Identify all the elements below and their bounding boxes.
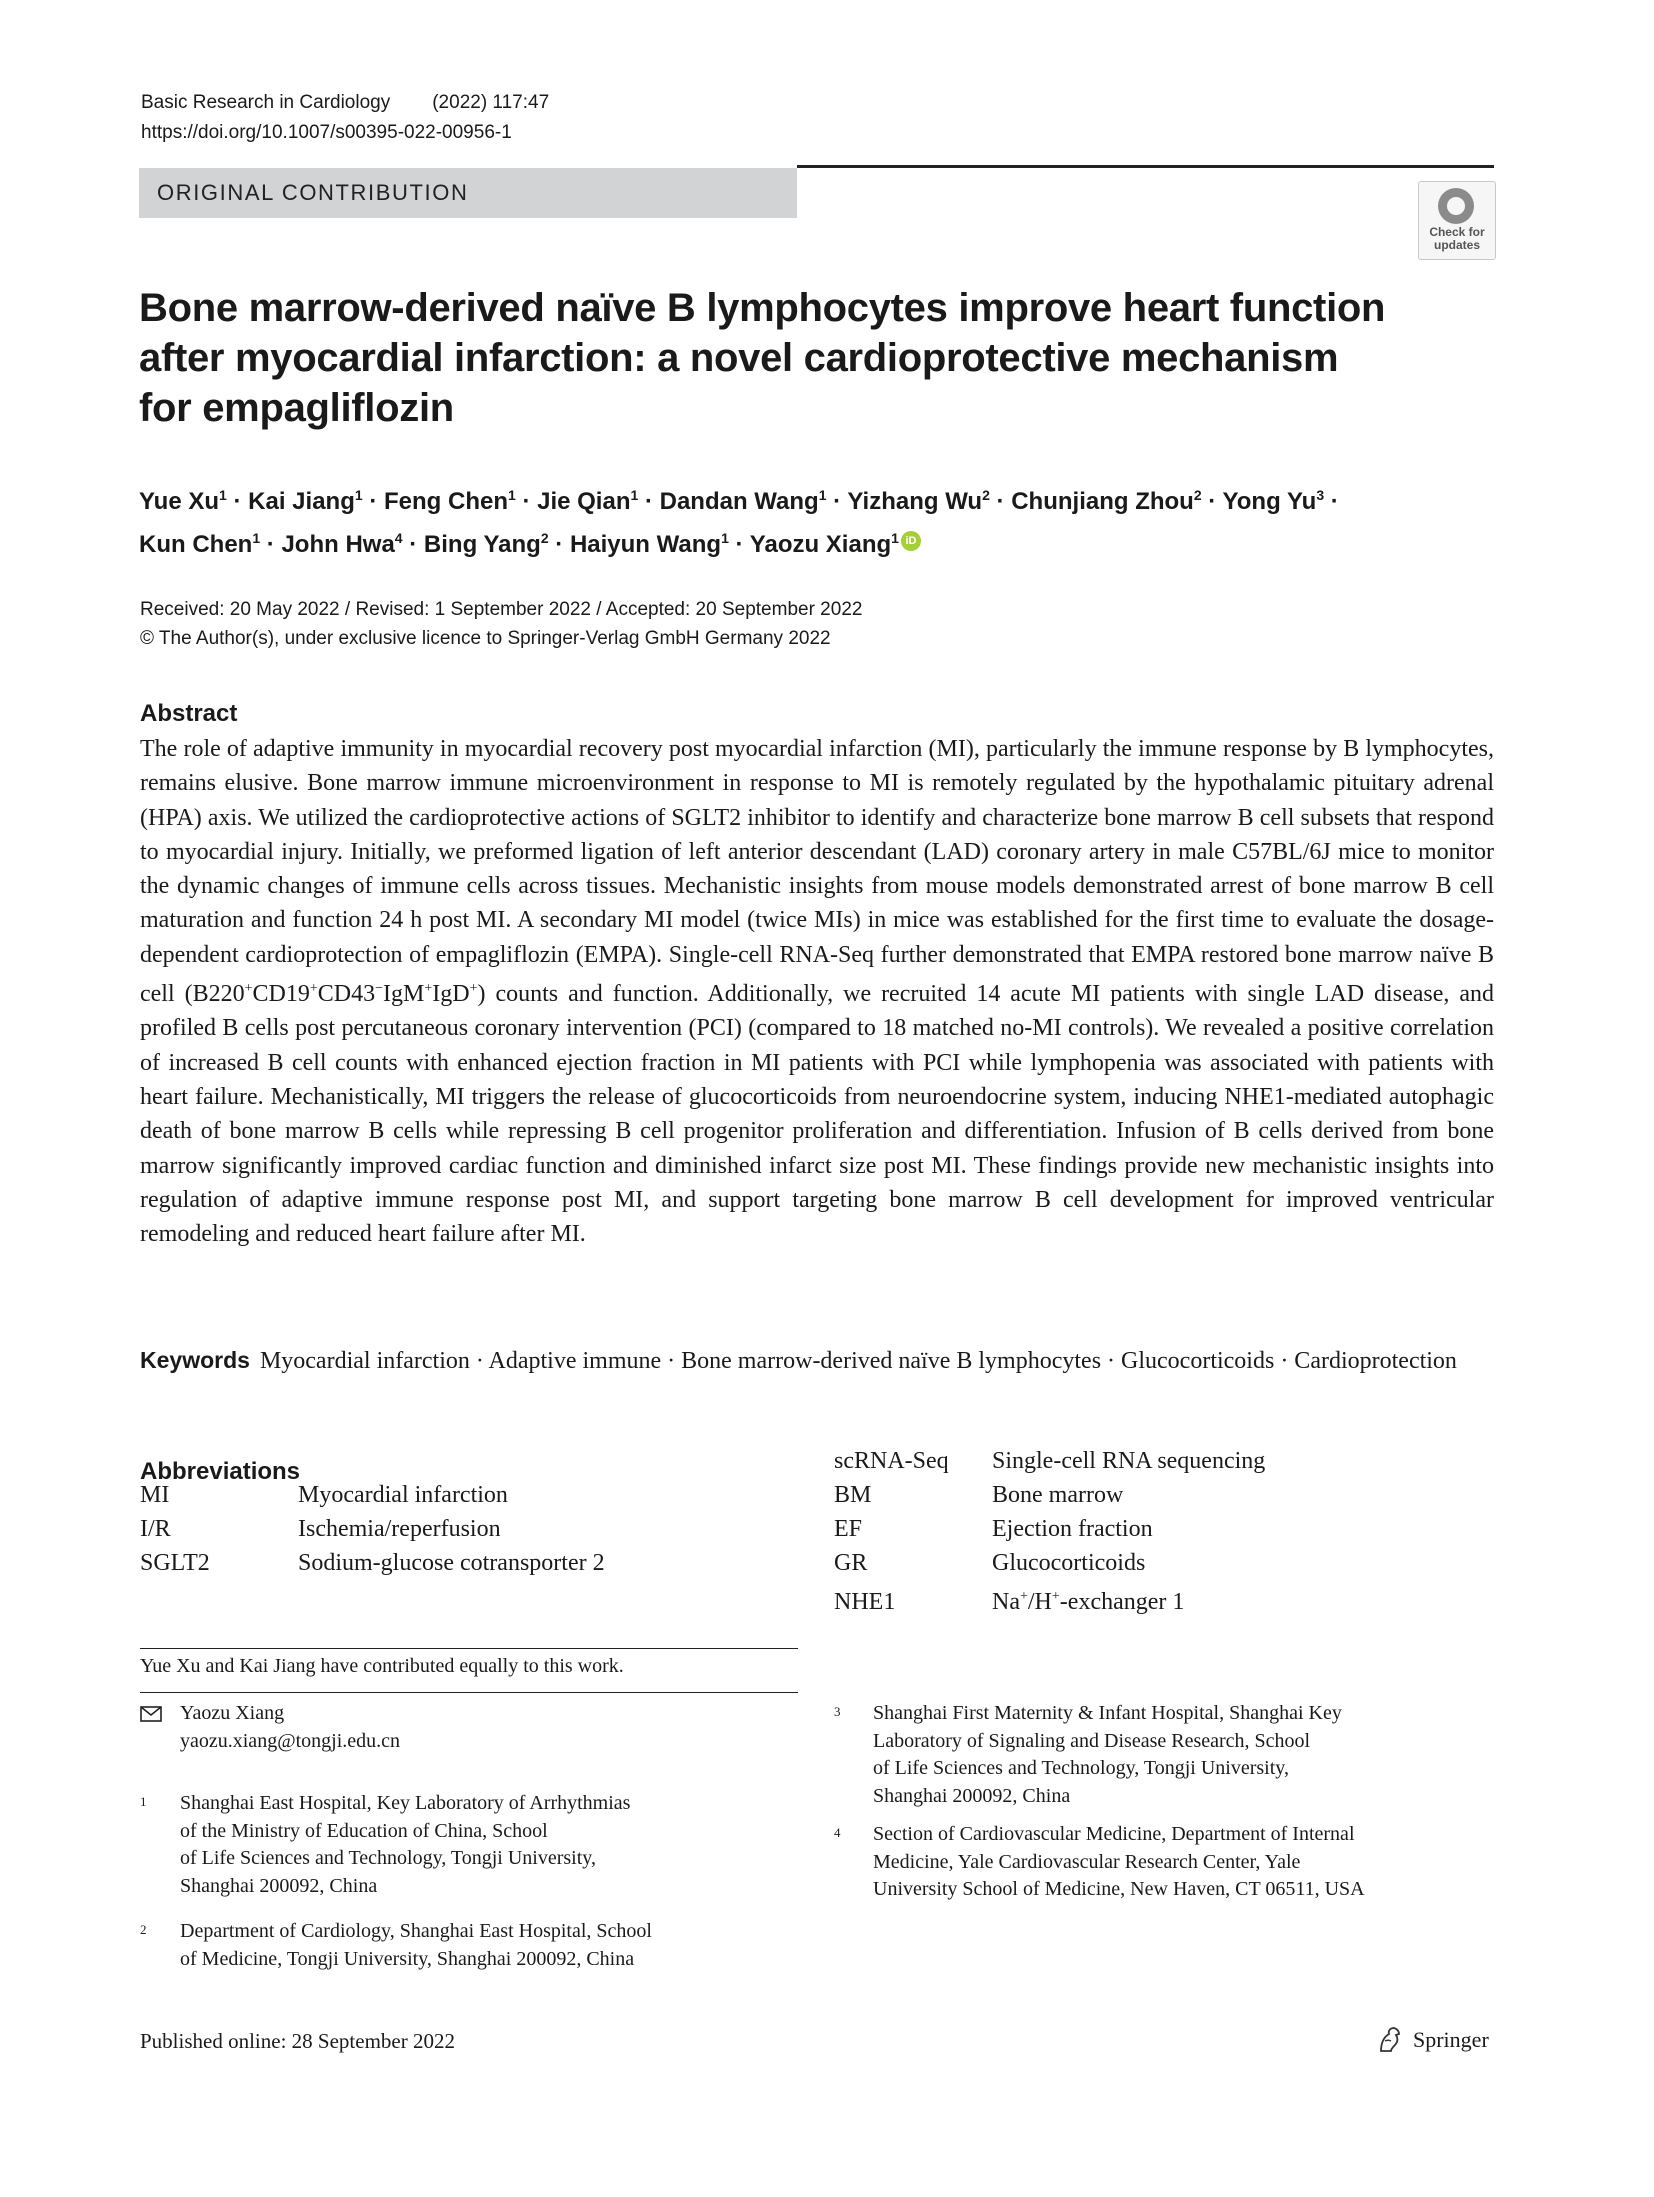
author-affiliation-marker: 4 bbox=[394, 530, 403, 546]
journal-name: Basic Research in Cardiology bbox=[141, 92, 391, 113]
article-history bbox=[140, 595, 862, 653]
received-revised-accepted: Received: 20 May 2022 / Revised: 1 September 2022 / Accepted: 20 September 2022 bbox=[140, 599, 863, 620]
author-affiliation-marker: 3 bbox=[1316, 487, 1325, 503]
author-affiliation-marker: 1 bbox=[721, 530, 729, 546]
title-line: Bone marrow-derived naïve B lymphocytes improve heart function bbox=[139, 286, 1386, 330]
footnote-rule bbox=[140, 1692, 798, 1693]
author-separator: · bbox=[728, 531, 750, 558]
abbreviations-heading: Abbreviations bbox=[140, 1458, 301, 1485]
affiliation-number: 4 bbox=[834, 1825, 841, 1840]
author-separator: · bbox=[1324, 488, 1339, 515]
correspondence-name: Yaozu Xiang bbox=[180, 1702, 285, 1724]
article-title bbox=[139, 283, 1389, 433]
abstract-heading: Abstract bbox=[140, 700, 238, 727]
article-type-rule bbox=[797, 165, 1494, 168]
author-separator: · bbox=[1201, 488, 1223, 515]
article-type-banner bbox=[139, 168, 797, 218]
envelope-icon bbox=[140, 1706, 162, 1722]
equal-contribution-note: Yue Xu and Kai Jiang have contributed equally to this work. bbox=[140, 1655, 624, 1677]
springer-horse-icon bbox=[1375, 2025, 1405, 2055]
journal-year-volume: (2022) 117:47 bbox=[432, 92, 550, 113]
author-separator: · bbox=[362, 488, 384, 515]
abbreviation-row: I/R Ischemia/reperfusion bbox=[140, 1516, 501, 1542]
author: Kun Chen$^1$ bbox=[139, 530, 261, 558]
author-affiliation-marker: 1 bbox=[354, 487, 363, 503]
affiliation-1: Shanghai East Hospital, Key Laboratory of Arrhythmias of the Ministry of Education of China, School of Life Sciences and Technology, Tongji University, Shanghai 200092, China bbox=[180, 1792, 631, 1897]
author-separator: · bbox=[515, 488, 538, 515]
author-affiliation-marker: 2 bbox=[982, 487, 990, 503]
abbreviation-row: NHE1 Na+/H+-exchanger 1 bbox=[834, 1589, 1185, 1615]
title-line: for empagliflozin bbox=[139, 386, 454, 430]
correspondence-email[interactable]: yaozu.xiang@tongji.edu.cn bbox=[180, 1729, 401, 1752]
author-affiliation-marker: 1 bbox=[507, 487, 516, 503]
journal-header bbox=[141, 88, 549, 148]
author-affiliation-marker: 2 bbox=[1193, 487, 1202, 503]
publisher-name: Springer bbox=[1413, 2027, 1489, 2052]
keywords-text: Myocardial infarction · Adaptive immune · Bone marrow-derived naïve B lymphocytes · Glucocorticoids · Cardioprotection bbox=[259, 1348, 1457, 1374]
author: John Hwa$^4$ bbox=[281, 530, 403, 558]
author-affiliation-marker: 1 bbox=[891, 530, 899, 546]
affiliation-4: Section of Cardiovascular Medicine, Department of Internal Medicine, Yale Cardiovascular Research Center, Yale University School of Medicine, New Haven, CT 06511, USA bbox=[873, 1823, 1365, 1900]
author-separator: · bbox=[989, 488, 1012, 515]
author: Yizhang Wu$^2$ bbox=[847, 487, 990, 515]
affiliation-number: 2 bbox=[140, 1922, 147, 1937]
keywords-label: Keywords bbox=[140, 1347, 250, 1373]
author-separator: · bbox=[638, 488, 660, 515]
title-line: after myocardial infarction: a novel cardioprotective mechanism bbox=[139, 336, 1339, 380]
correspondence bbox=[180, 1700, 400, 1755]
affiliation-3: Shanghai First Maternity & Infant Hospital, Shanghai Key Laboratory of Signaling and Disease Research, School of Life Sciences and Technology, Tongji University, Shanghai 200092, China bbox=[873, 1702, 1342, 1807]
check-for-updates-badge[interactable]: Check for updates bbox=[1418, 181, 1496, 260]
author-separator: · bbox=[260, 531, 282, 558]
author-affiliation-marker: 1 bbox=[252, 530, 261, 546]
abstract-body: The role of adaptive immunity in myocardial recovery post myocardial infarction (MI), particularly the immune response by B lymphocytes, remains elusive. Bone marrow immune microenvironment in response to MI is remotely regulated by the hypothalamic pituitary adrenal (HPA) axis. We utilized the cardioprotective actions of SGLT2 inhibitor to identify and characterize bone marrow B cell subsets that respond to myocardial injury. Initially, we preformed ligation of left anterior descendant (LAD) coronary artery in male C57BL/6J mice to monitor the dynamic changes of immune cells across tissues. Mechanistic insights from mouse models demonstrated arrest of bone marrow B cell maturation and function 24 h post MI. A secondary MI model (twice MIs) in mice was established for the first time to evaluate the dosage-dependent cardioprotection of empagliflozin (EMPA). Single-cell RNA-Seq further demonstrated that EMPA restored bone marrow naïve B cell (B220+CD19+CD43−IgM+IgD+) counts and function. Additionally, we recruited 14 acute MI patients with single LAD disease, and profiled B cells post percutaneous coronary intervention (PCI) (compared to 18 matched no-MI controls). We revealed a positive correlation of increased B cell counts with enhanced ejection fraction in MI patients with PCI while lymphopenia was associated with patients with heart failure. Mechanistically, MI triggers the release of glucocorticoids from neuroendocrine system, inducing NHE1-mediated autophagic death of bone marrow B cells while repressing B cell progenitor proliferation and differentiation. Infusion of B cells derived from bone marrow significantly improved cardiac function and diminished infarct size post MI. These findings provide new mechanistic insights into regulation of adaptive immune response post MI, and support targeting bone marrow B cell development for improved ventricular remodeling and reduced heart failure after MI. bbox=[140, 736, 1494, 1248]
copyright-line: © The Author(s), under exclusive licence to Springer-Verlag GmbH Germany 2022 bbox=[140, 628, 831, 649]
author: Bing Yang$^2$ bbox=[423, 530, 549, 558]
author-separator: · bbox=[402, 531, 424, 558]
author: Yaozu Xiang$^1$ bbox=[749, 530, 899, 558]
affiliation-number: 3 bbox=[834, 1704, 841, 1719]
author: Kai Jiang$^1$ bbox=[248, 487, 363, 515]
author-affiliation-marker: 2 bbox=[540, 530, 549, 546]
affiliation-number: 1 bbox=[140, 1794, 147, 1809]
abbreviation-row: MI Myocardial infarction bbox=[140, 1482, 508, 1508]
abbreviation-row: GR Glucocorticoids bbox=[834, 1550, 1146, 1576]
author: Dandan Wang$^1$ bbox=[659, 487, 827, 515]
author-separator: · bbox=[826, 488, 848, 515]
doi-link[interactable]: https://doi.org/10.1007/s00395-022-00956-1 bbox=[141, 122, 512, 143]
author-separator: · bbox=[226, 488, 249, 515]
footnote-rule bbox=[140, 1648, 798, 1649]
affiliation-2: Department of Cardiology, Shanghai East Hospital, School of Medicine, Tongji University, Shanghai 200092, China bbox=[180, 1920, 652, 1970]
author: Haiyun Wang$^1$ bbox=[569, 530, 729, 558]
article-type-label: ORIGINAL CONTRIBUTION bbox=[157, 180, 469, 205]
author-separator: · bbox=[548, 531, 570, 558]
author: Yue Xu$^1$ bbox=[139, 487, 227, 515]
author: Chunjiang Zhou$^2$ bbox=[1011, 487, 1202, 515]
published-online: Published online: 28 September 2022 bbox=[140, 2029, 455, 2053]
abbreviation-row: scRNA-Seq Single-cell RNA sequencing bbox=[834, 1448, 1266, 1474]
publisher-logo[interactable] bbox=[1375, 2023, 1495, 2057]
author-list bbox=[139, 477, 1409, 563]
author: Yong Yu$^3$ bbox=[1222, 487, 1325, 515]
author: Feng Chen$^1$ bbox=[383, 487, 516, 515]
author-affiliation-marker: 1 bbox=[630, 487, 639, 503]
orcid-icon[interactable]: iD bbox=[901, 531, 921, 551]
check-for-updates-icon bbox=[1438, 188, 1474, 224]
abbreviation-row: EF Ejection fraction bbox=[834, 1516, 1153, 1542]
author: Jie Qian$^1$ bbox=[537, 487, 639, 515]
abbreviation-row: BM Bone marrow bbox=[834, 1482, 1124, 1508]
author-affiliation-marker: 1 bbox=[219, 487, 227, 503]
abbreviation-row: SGLT2 Sodium-glucose cotransporter 2 bbox=[140, 1550, 605, 1576]
author-affiliation-marker: 1 bbox=[818, 487, 827, 503]
keywords bbox=[140, 1343, 1494, 1378]
